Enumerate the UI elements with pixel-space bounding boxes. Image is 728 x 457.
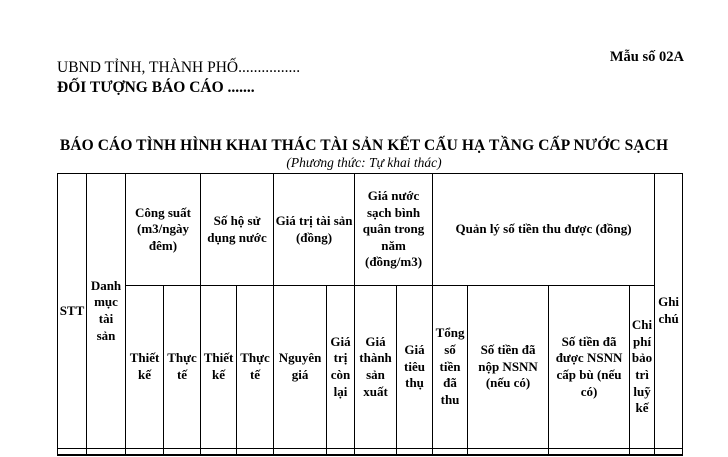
col-header-so-ho-thiet-ke: Thiết kế (201, 286, 237, 449)
empty-cell (355, 449, 397, 455)
agency-line: UBND TỈNH, THÀNH PHỐ................ (57, 59, 301, 76)
col-header-stt: STT (58, 174, 87, 449)
empty-cell (201, 449, 237, 455)
empty-cell (274, 449, 327, 455)
empty-cell (237, 449, 274, 455)
empty-cell (655, 449, 683, 455)
col-group-gia-tri-tai-san: Giá trị tài sản (đồng) (274, 174, 355, 286)
col-header-so-tien-da-duoc-nsnn-cap-bu: Số tiền đã được NSNN cấp bù (nếu có) (549, 286, 630, 449)
col-header-tong-so-tien-da-thu: Tổng số tiền đã thu (433, 286, 468, 449)
form-number: Mẫu số 02A (609, 49, 684, 65)
empty-cell (549, 449, 630, 455)
empty-cell (468, 449, 549, 455)
col-header-danh-muc-tai-san: Danh mục tài sản (87, 174, 126, 449)
col-header-cong-suat-thiet-ke: Thiết kế (126, 286, 164, 449)
col-header-nguyen-gia: Nguyên giá (274, 286, 327, 449)
empty-cell (630, 449, 655, 455)
empty-cell (126, 449, 164, 455)
col-header-gia-thanh-san-xuat: Giá thành sản xuất (355, 286, 397, 449)
col-header-chi-phi-bao-tri-luy-ke: Chi phí bảo trì luỹ kế (630, 286, 655, 449)
col-header-cong-suat-thuc-te: Thực tế (164, 286, 201, 449)
col-header-gia-tri-con-lai: Giá trị còn lại (327, 286, 355, 449)
empty-cell (433, 449, 468, 455)
report-title: BÁO CÁO TÌNH HÌNH KHAI THÁC TÀI SẢN KẾT CẤU HẠ TẦNG CẤP NƯỚC SẠCH (59, 137, 669, 154)
empty-cell (397, 449, 433, 455)
table-row (58, 449, 683, 455)
col-header-so-tien-da-nop-nsnn: Số tiền đã nộp NSNN (nếu có) (468, 286, 549, 449)
report-method-subtitle: (Phương thức: Tự khai thác) (286, 155, 442, 170)
report-table (57, 173, 683, 456)
col-header-gia-tieu-thu: Giá tiêu thụ (397, 286, 433, 449)
col-header-ghi-chu: Ghi chú (655, 174, 683, 449)
col-group-so-ho-su-dung-nuoc: Số hộ sử dụng nước (201, 174, 274, 286)
col-group-gia-nuoc-sach-binh-quan: Giá nước sạch bình quân trong năm (đồng/m3) (355, 174, 433, 286)
empty-cell (327, 449, 355, 455)
col-group-cong-suat: Công suất (m3/ngày đêm) (126, 174, 201, 286)
report-subject-line: ĐỐI TƯỢNG BÁO CÁO ....... (57, 79, 255, 96)
empty-cell (87, 449, 126, 455)
empty-cell (58, 449, 87, 455)
empty-cell (164, 449, 201, 455)
col-group-quan-ly-so-tien-thu-duoc: Quản lý số tiền thu được (đồng) (433, 174, 655, 286)
col-header-so-ho-thuc-te: Thực tế (237, 286, 274, 449)
